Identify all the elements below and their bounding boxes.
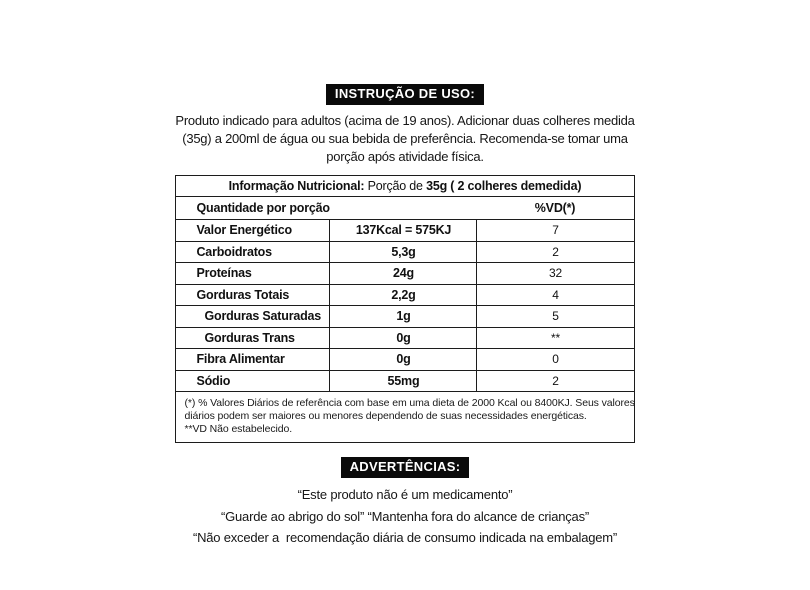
usage-instructions-line: Produto indicado para adultos (acima de 19 anos). Adicionar duas colheres medida: [175, 113, 635, 128]
nutrient-daily-value: 0: [477, 349, 634, 371]
table-row: [176, 327, 634, 349]
nutrient-label: Carboidratos: [176, 241, 330, 263]
nutrient-value: 137Kcal = 575KJ: [330, 220, 477, 242]
nutrient-daily-value: 4: [477, 284, 634, 306]
footnote-line: diários podem ser maiores ou menores dependendo de suas necessidades energéticas.: [184, 410, 587, 422]
table-row: [176, 349, 634, 371]
nutrient-daily-value: 32: [477, 263, 634, 285]
table-title-bold-prefix: Informação Nutricional:: [228, 179, 365, 193]
table-title-bold-suffix: 35g ( 2 colheres demedida): [426, 179, 582, 193]
warning-line: “Este produto não é um medicamento”: [297, 487, 513, 502]
table-subheader-cell: [176, 197, 634, 220]
warning-line: “Não exceder a recomendação diária de consumo indicada na embalagem”: [192, 530, 618, 545]
table-title-cell: [176, 176, 634, 197]
nutrient-daily-value: 5: [477, 306, 634, 328]
warnings-heading-text: ADVERTÊNCIAS:: [349, 459, 461, 474]
warnings-list: [0, 484, 810, 549]
nutrient-label: Valor Energético: [176, 220, 330, 242]
table-row: [176, 370, 634, 392]
table-row: [176, 284, 634, 306]
nutrient-label: Gorduras Trans: [176, 327, 330, 349]
table-subheader-row: [176, 197, 634, 220]
daily-value-header: %VD(*): [534, 201, 576, 215]
nutrient-value: 5,3g: [330, 241, 477, 263]
nutrient-daily-value: **: [477, 327, 634, 349]
footnote-line: (*) % Valores Diários de referência com base em uma dieta de 2000 Kcal ou 8400KJ. Seus valores: [184, 397, 635, 409]
warning-line: “Guarde ao abrigo do sol” “Mantenha fora do alcance de crianças”: [220, 508, 590, 524]
nutrient-daily-value: 2: [477, 241, 634, 263]
quantity-per-serving-label: Quantidade por porção: [196, 201, 330, 215]
usage-instructions-line: (35g) a 200ml de água ou sua bebida de preferência. Recomenda-se tomar uma: [182, 131, 628, 146]
nutrient-label: Proteínas: [176, 263, 330, 285]
nutrient-value: 55mg: [330, 370, 477, 392]
nutrient-value: 0g: [330, 327, 477, 349]
table-row: [176, 220, 634, 242]
table-row: [176, 306, 634, 328]
nutrient-value: 0g: [330, 349, 477, 371]
nutrient-label: Fibra Alimentar: [176, 349, 330, 371]
usage-instructions-paragraph: [0, 112, 810, 166]
nutrient-label: Sódio: [176, 370, 330, 392]
warnings-heading: [341, 457, 470, 478]
nutrient-value: 2,2g: [330, 284, 477, 306]
usage-instructions-heading-text: INSTRUÇÃO DE USO:: [334, 86, 476, 101]
table-title-regular: Porção de: [364, 179, 427, 193]
table-footnote-row: [176, 392, 634, 443]
nutrient-value: 24g: [330, 263, 477, 285]
table-footnote-cell: [176, 392, 634, 443]
nutrition-facts-table: [175, 175, 634, 443]
table-title-row: [176, 176, 634, 197]
footnote-line: **VD Não estabelecido.: [184, 423, 293, 435]
nutrient-value: 1g: [330, 306, 477, 328]
usage-instructions-line: porção após atividade física.: [326, 149, 484, 164]
usage-instructions-heading: [326, 84, 484, 105]
nutrient-label: Gorduras Saturadas: [176, 306, 330, 328]
nutrient-daily-value: 7: [477, 220, 634, 242]
nutrient-daily-value: 2: [477, 370, 634, 392]
nutrient-label: Gorduras Totais: [176, 284, 330, 306]
table-row: [176, 241, 634, 263]
table-row: [176, 263, 634, 285]
